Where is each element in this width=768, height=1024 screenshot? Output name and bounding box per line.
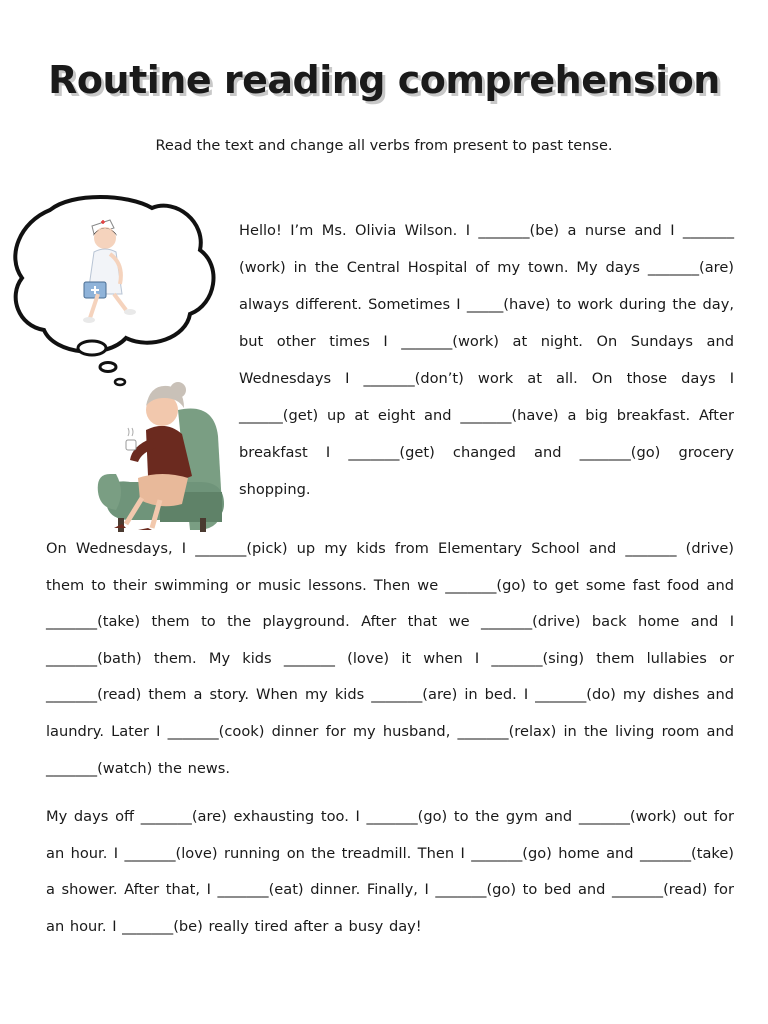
woman-in-armchair-icon [98,382,224,532]
illustration [10,192,240,537]
paragraph-1: Hello! I’m Ms. Olivia Wilson. I _______(be) a nurse and I _______ (work) in the Central Hospital of my town. My days _______(are) always different. Sometimes I _____(have) to work during the day, but other times I _______(work) at night. On Sundays and Wednesdays I _______(don’t) work at all. On those days I ______(get) up at eight and _______(have) a big breakfast. After breakfast I _______(get) changed and _______(go) grocery shopping. [239,222,734,498]
paragraph-3: My days off _______(are) exhausting too. I _______(go) to the gym and _______(work) out for an hour. I _______(love) running on the treadmill. Then I _______(go) home and _______(take) a shower. After that, I _______(eat) dinner. Finally, I _______(go) to bed and _______(read) for an hour. I _______(be) really tired after a busy day! [46,808,734,935]
page-title: Routine reading comprehension [48,58,720,102]
paragraph-2: On Wednesdays, I _______(pick) up my kids from Elementary School and _______ (drive) them to their swimming or music lessons. Then we _______(go) to get some fast food and _______(take) them to the playground. After that we _______(drive) back home and I _______(bath) them. My kids _______ (love) it when I _______(sing) them lullabies or _______(read) them a story. When my kids _______(are) in bed. I _______(do) my dishes and laundry. Later I _______(cook) dinner for my husband, _______(relax) in the living room and _______(watch) the news. [46,540,734,777]
instruction-text: Read the text and change all verbs from present to past tense. [155,138,613,154]
